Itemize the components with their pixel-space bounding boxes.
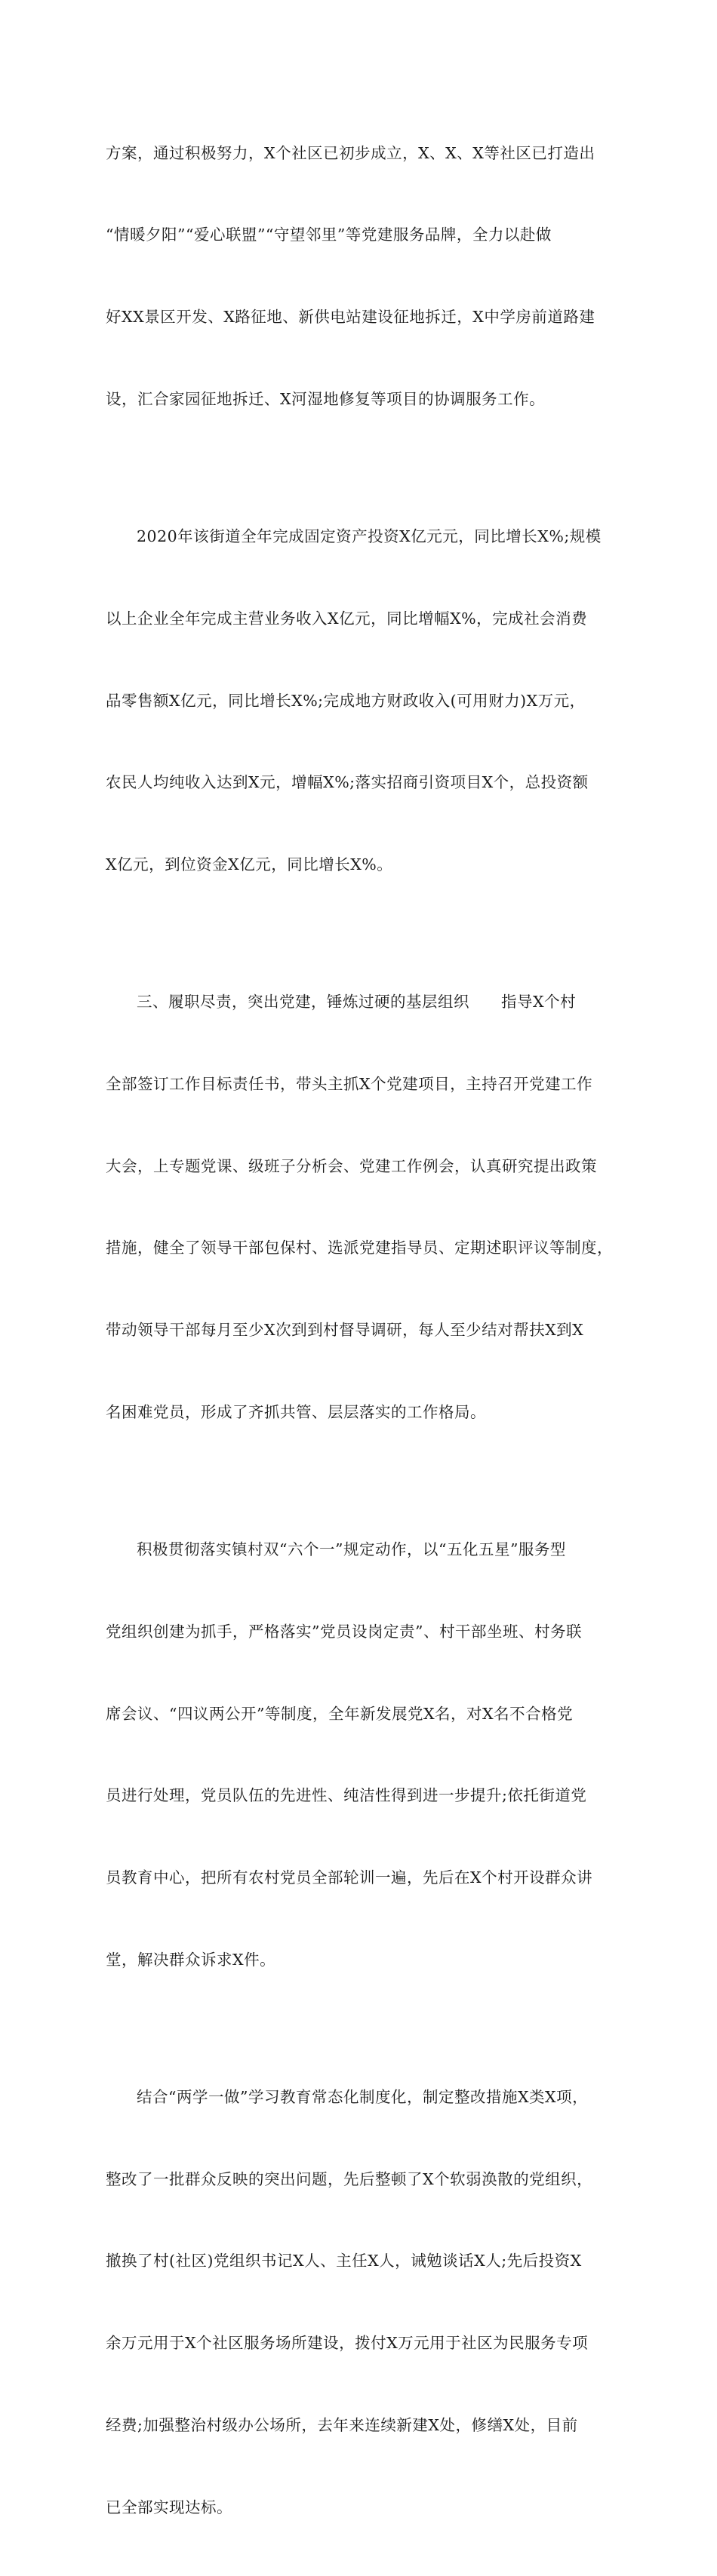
paragraph-community-services — [106, 84, 619, 468]
text-line: 撤换了村(社区)党组织书记X人、主任X人，诫勉谈话X人;先后投资X — [106, 2252, 582, 2271]
text-line: 全部签订工作目标责任书，带头主抓X个党建项目，主持召开党建工作 — [106, 1074, 593, 1093]
text-line: 方案，通过积极努力，X个社区已初步成立，X、X、X等社区已打造出 — [106, 143, 595, 162]
text-line: 三、履职尽责，突出党建，锤炼过硬的基层组织 指导X个村 — [137, 992, 577, 1011]
text-line: 员教育中心，把所有农村党员全部轮训一遍，先后在X个村开设群众讲 — [106, 1868, 593, 1887]
text-line: 结合“两学一做”学习教育常态化制度化，制定整改措施X类X项， — [137, 2087, 589, 2106]
text-line: 农民人均纯收入达到X元，增幅X%;落实招商引资项目X个，总投资额 — [106, 773, 589, 792]
paragraph-economic-results — [106, 468, 619, 933]
text-line: 好XX景区开发、X路征地、新供电站建设征地拆迁，X中学房前道路建 — [106, 308, 595, 327]
text-line: 积极贯彻落实镇村双“六个一”规定动作，以“五化五星”服务型 — [137, 1540, 566, 1558]
text-line: 已全部实现达标。 — [106, 2498, 232, 2517]
text-line: 经费;加强整治村级办公场所，去年来连续新建X处，修缮X处，目前 — [106, 2416, 578, 2435]
text-line: 大会，上专题党课、级班子分析会、党建工作例会，认真研究提出政策 — [106, 1156, 597, 1175]
text-line: X亿元，到位资金X亿元，同比增长X%。 — [106, 855, 393, 874]
paragraph-party-organization — [106, 1481, 619, 2028]
text-line: 设，汇合家园征地拆迁、X河湿地修复等项目的协调服务工作。 — [106, 390, 546, 409]
text-line: 品零售额X亿元，同比增长X%;完成地方财政收入(可用财力)X万元， — [106, 691, 586, 710]
text-line: 2020年该街道全年完成固定资产投资X亿元元，同比增长X%;规模 — [137, 527, 602, 545]
text-line: “情暖夕阳”“爱心联盟”“守望邻里”等党建服务品牌，全力以赴做 — [106, 226, 552, 244]
paragraph-rectification — [106, 2028, 619, 2576]
text-line: 党组织创建为抓手，严格落实”党员设岗定责”、村干部坐班、村务联 — [106, 1622, 582, 1641]
text-line: 措施，健全了领导干部包保村、选派党建指导员、定期述职评议等制度， — [106, 1239, 613, 1257]
text-line: 以上企业全年完成主营业务收入X亿元，同比增幅X%，完成社会消费 — [106, 609, 588, 628]
document-body — [106, 84, 619, 2576]
text-line: 带动领导干部每月至少X次到到村督导调研，每人至少结对帮扶X到X — [106, 1321, 584, 1340]
text-line: 堂，解决群众诉求X件。 — [106, 1951, 276, 1970]
text-line: 席会议、“四议两公开”等制度，全年新发展党X名，对X名不合格党 — [106, 1704, 574, 1723]
text-line: 整改了一批群众反映的突出问题，先后整顿了X个软弱涣散的党组织， — [106, 2169, 593, 2188]
text-line: 员进行处理，党员队伍的先进性、纯洁性得到进一步提升;依托街道党 — [106, 1786, 587, 1805]
paragraph-section-three — [106, 933, 619, 1481]
text-line: 余万元用于X个社区服务场所建设，拨付X万元用于社区为民服务专项 — [106, 2334, 589, 2353]
text-line: 名困难党员，形成了齐抓共管、层层落实的工作格局。 — [106, 1403, 486, 1422]
